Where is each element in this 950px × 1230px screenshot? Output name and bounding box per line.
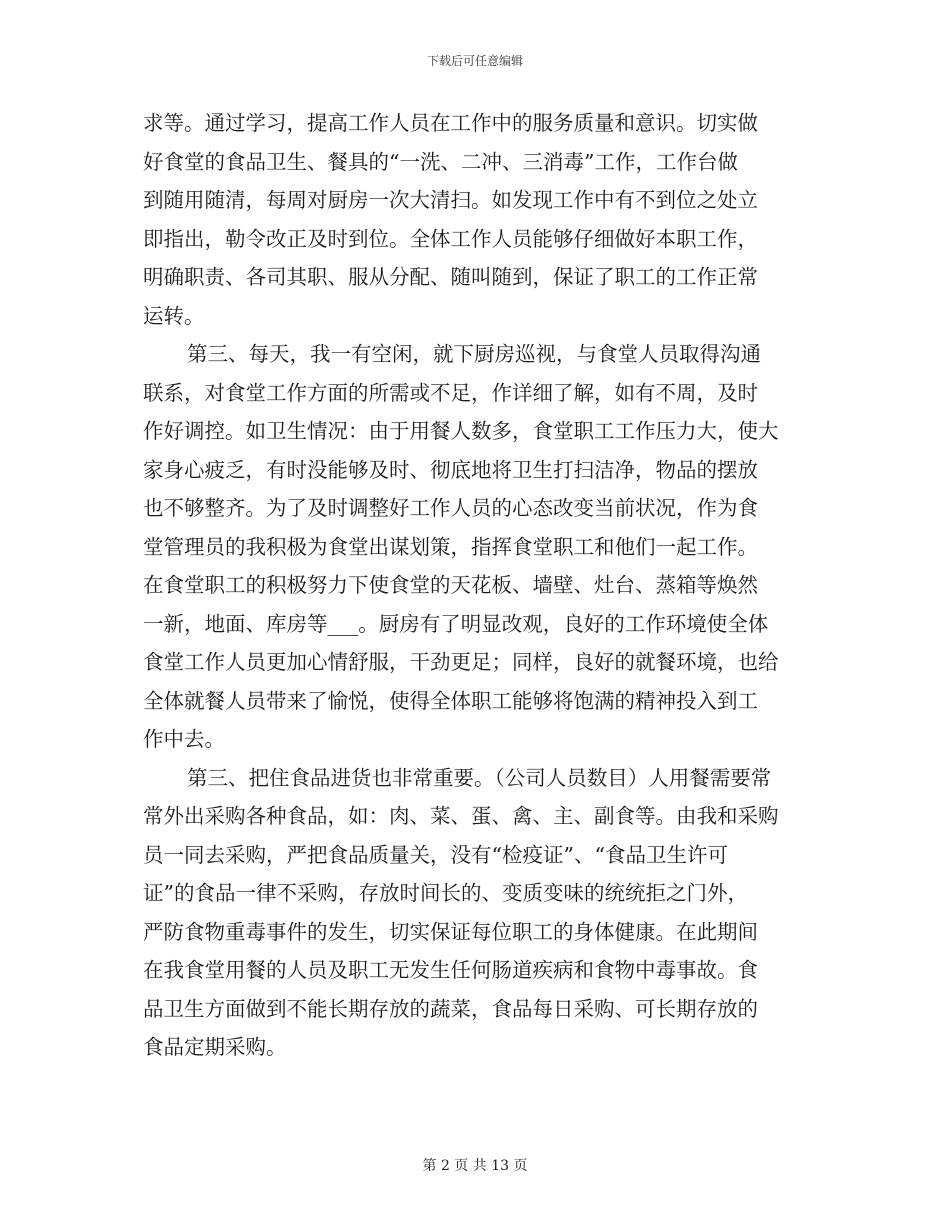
text-line: 食品定期采购。 bbox=[143, 1035, 287, 1059]
text-line: 全体就餐人员带来了愉悦，使得全体职工能够将饱满的精神投入到工 bbox=[143, 688, 758, 713]
text-line: 联系，对食堂工作方面的所需或不足，作详细了解，如有不周，及时 bbox=[143, 380, 758, 405]
text-line: 明确职责、各司其职、服从分配、随叫随到，保证了职工的工作正常 bbox=[143, 265, 758, 289]
page-header: 下载后可任意编辑 bbox=[426, 54, 523, 68]
text-line: 家身心疲乏，有时没能够及时、彻底地将卫生打扫洁净，物品的摆放 bbox=[143, 457, 758, 482]
text-line: 作中去。 bbox=[143, 727, 225, 751]
text-line: 员一同去采购，严把食品质量关，没有“检疫证”、“食品卫生许可 bbox=[143, 842, 728, 867]
paragraph-start-line: 第三、把住食品进货也非常重要。（公司人员数目）人用餐需要常 bbox=[187, 765, 772, 790]
text-line: 食堂工作人员更加心情舒服，干劲更足；同样，良好的就餐环境，也给 bbox=[143, 650, 779, 674]
text-line: 在我食堂用餐的人员及职工无发生任何肠道疾病和食物中毒事故。食 bbox=[143, 958, 758, 982]
text-line: 好食堂的食品卫生、餐具的“一洗、二冲、三消毒”工作，工作台做 bbox=[143, 149, 738, 174]
text-line: 运转。 bbox=[143, 303, 205, 328]
text-line: 证”的食品一律不采购，存放时间长的、变质变味的统统拒之门外， bbox=[143, 881, 748, 905]
text-line: 一新，地面、库房等___。厨房有了明显改观，良好的工作环境使全体 bbox=[143, 611, 769, 636]
text-line: 到随用随清，每周对厨房一次大清扫。如发现工作中有不到位之处立 bbox=[143, 188, 758, 212]
text-line: 堂管理员的我积极为食堂出谋划策，指挥食堂职工和他们一起工作。 bbox=[143, 534, 758, 559]
text-line: 求等。通过学习，提高工作人员在工作中的服务质量和意识。切实做 bbox=[143, 111, 758, 135]
text-line: 也不够整齐。为了及时调整好工作人员的心态改变当前状况，作为食 bbox=[143, 496, 758, 520]
text-line: 作好调控。如卫生情况：由于用餐人数多，食堂职工工作压力大，使大 bbox=[143, 419, 779, 443]
text-line: 常外出采购各种食品，如：肉、菜、蛋、禽、主、副食等。由我和采购 bbox=[143, 804, 779, 828]
paragraph-start-line: 第三、每天，我一有空闲，就下厨房巡视，与食堂人员取得沟通 bbox=[187, 342, 761, 366]
text-line: 严防食物重毒事件的发生，切实保证每位职工的身体健康。在此期间 bbox=[143, 919, 758, 944]
text-line: 即指出，勒令改正及时到位。全体工作人员能够仔细做好本职工作， bbox=[143, 226, 758, 251]
text-line: 品卫生方面做到不能长期存放的蔬菜，食品每日采购、可长期存放的 bbox=[143, 996, 758, 1021]
document-body bbox=[143, 104, 807, 1067]
page-number: 第 2 页 共 13 页 bbox=[422, 1158, 528, 1174]
text-line: 在食堂职工的积极努力下使食堂的天花板、墙壁、灶台、蒸箱等焕然 bbox=[143, 573, 758, 597]
